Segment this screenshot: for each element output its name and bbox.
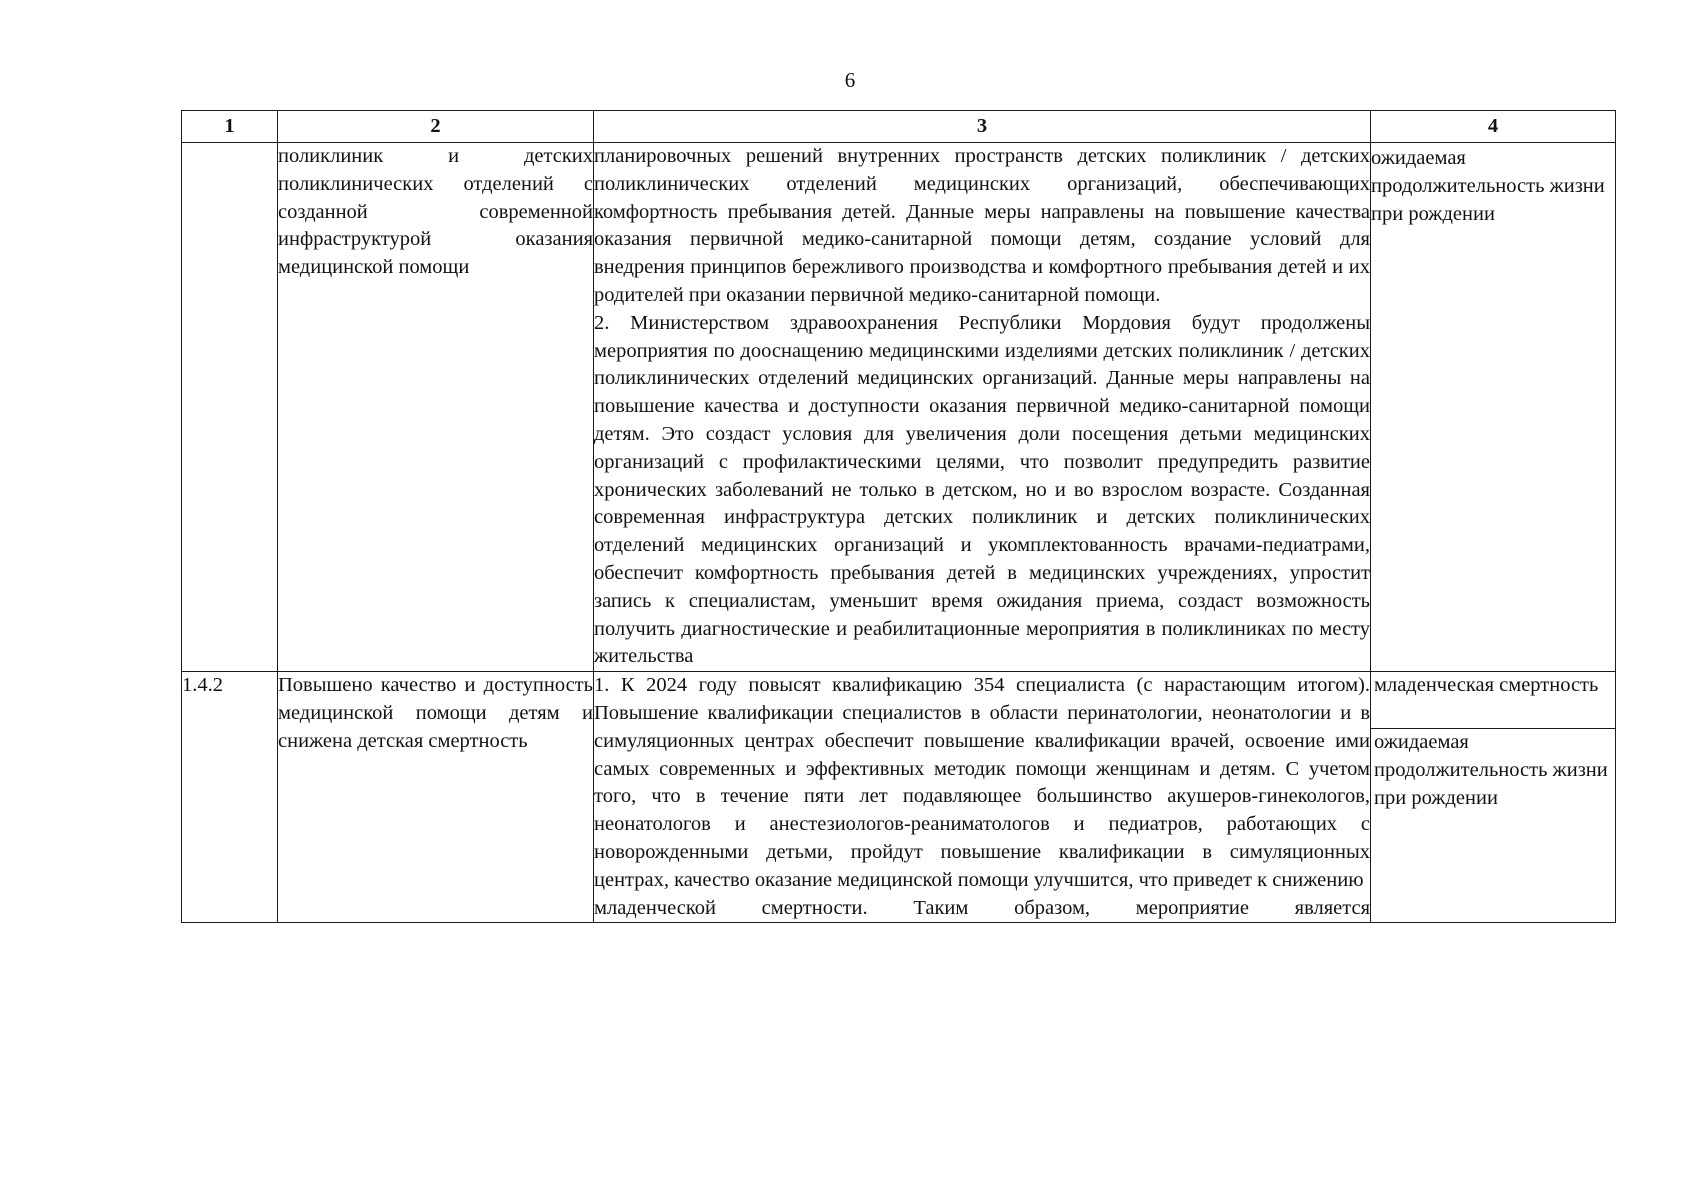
row2-indicator-life-expectancy: ожидаемая продолжительность жизни при рождении [1374,731,1608,809]
row2-description-cut-line: младенческой смертности. Таким образом, мероприятие является [594,896,1370,919]
row2-description-cell [594,672,1371,923]
row1-indicator-cell [1371,143,1616,672]
row2-result-text: Повышено качество и доступность медицинской помощи детям и снижена детская смертность [278,674,593,752]
page-number: 6 [844,68,856,92]
row1-description-cell [594,143,1371,672]
row1-indicator-text: ожидаемая продолжительность жизни при рождении [1371,147,1605,225]
row1-description-paragraph-1: планировочных решений внутренних пространств детских поликлиник / детских поликлинических отделений медицинских организаций, обеспечивающих комфортность пребывания детей. Данные меры направлены на повышение качества оказания первичной медико-санитарной помощи детям, создание условий для внедрения принципов бережливого производства и комфортного пребывания детей и их родителей при оказании первичной медико-санитарной помощи. [594,145,1370,306]
table-row [182,143,1616,672]
row2-result-cell [278,672,594,923]
column-header-3: 3 [594,111,1371,143]
table-row [182,672,1616,923]
row1-result-cell [278,143,594,672]
plan-table [181,110,1616,923]
table-header-row [182,111,1616,143]
row1-result-text: поликлиник и детских поликлинических отделений с созданной современной инфраструктурой оказания медицинской помощи [278,145,593,279]
column-header-2: 2 [278,111,594,143]
row2-indicator-cell [1371,672,1616,923]
row2-description-paragraph: 1. К 2024 году повысят квалификацию 354 специалиста (с нарастающим итогом). Повышение квалификации специалистов в области перинатологии, неонатологии и в симуляционных центрах обеспечит повышение квалификации врачей, освоение ими самых современных и эффективных методик помощи женщинам и детям. С учетом того, что в течение пяти лет подавляющее большинство акушеров-гинекологов, неонатологов и анестезиологов-реаниматологов и педиатров, работающих с новорожденными детьми, пройдут повышение квалификации в симуляционных центрах, качество оказание медицинской помощи улучшится, что приведет к снижению [594,674,1370,891]
column-header-4: 4 [1371,111,1616,143]
column-header-1: 1 [182,111,278,143]
row2-indicator-infant-mortality: младенческая смертность [1371,672,1615,729]
row1-number-cell [182,143,278,672]
row1-description-paragraph-2: 2. Министерством здравоохранения Республики Мордовия будут продолжены мероприятия по дооснащению медицинскими изделиями детских поликлиник / детских поликлинических отделений медицинских организаций. Данные меры направлены на повышение качества и доступности оказания первичной медико-санитарной помощи детям. Это создаст условия для увеличения доли посещения детьми медицинских организаций с профилактическими целями, что позволит предупредить развитие хронических заболеваний не только в детском, но и во взрослом возрасте. Созданная современная инфраструктура детских поликлиник и детских поликлинических отделений медицинских организаций и укомплектованность врачами-педиатрами, обеспечит комфортность пребывания детей в медицинских учреждениях, упростит запись к специалистам, уменьшит время ожидания приема, создаст возможность получить диагностические и реабилитационные мероприятия в поликлиниках по месту жительства [594,311,1370,668]
row2-number-cell: 1.4.2 [182,672,278,923]
